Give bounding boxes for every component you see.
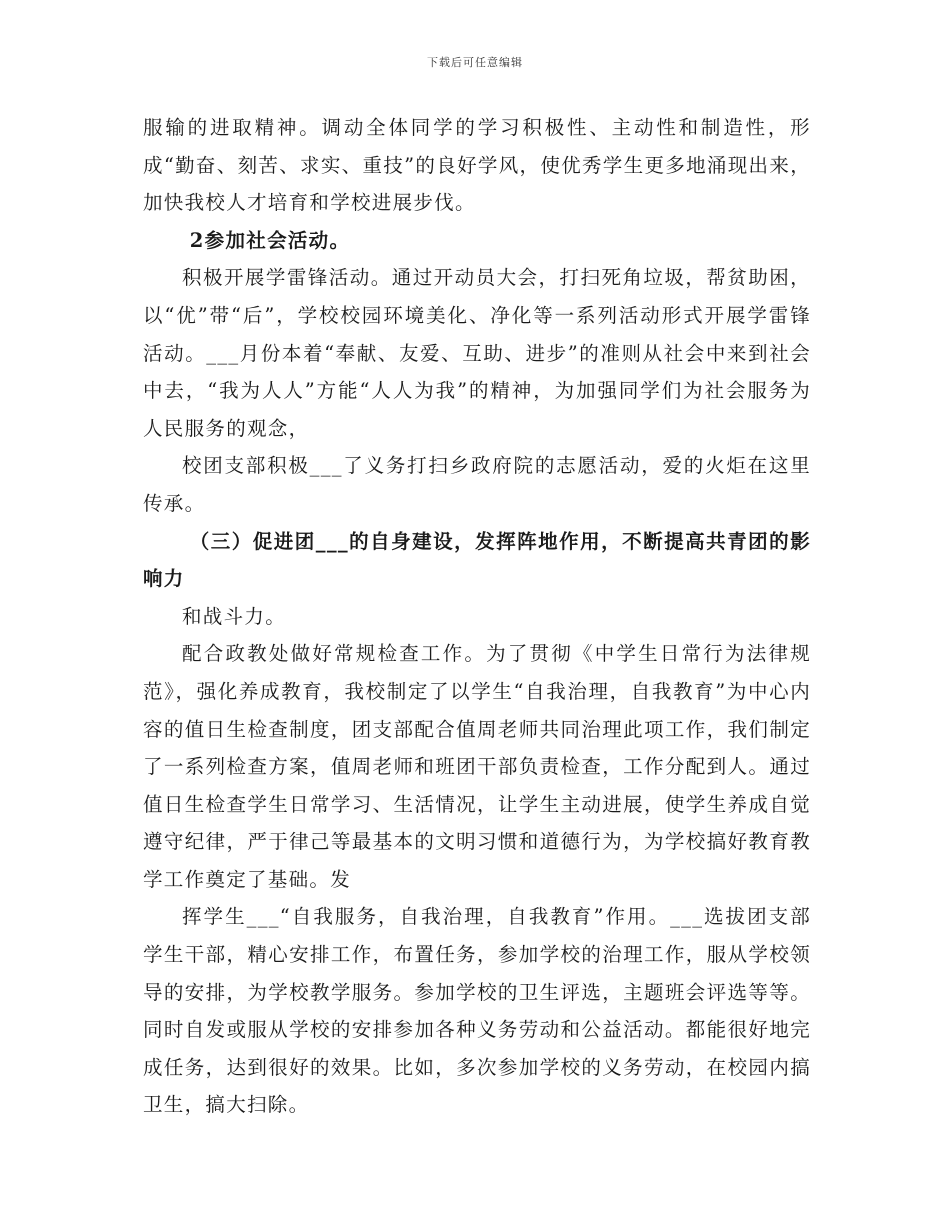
- page-header-note: 下载后可任意编辑: [427, 56, 523, 69]
- paragraph-student-role: 挥学生___“自我服务，自我治理，自我教育”作用。___选拔团支部学生干部，精心安排工作，布置任务，参加学校的治理工作，服从学校领导的安排，为学校教学服务。参加学校的卫生评选，主题班会评选等等。同时自发或服从学校的安排参加各种义务劳动和公益活动。都能很好地完成任务，达到很好的效果。比如，多次参加学校的义务劳动，在校园内搞卫生，搞大扫除。: [143, 905, 811, 1117]
- document-body: [143, 109, 811, 1124]
- paragraph-1: 服输的进取精神。调动全体同学的学习积极性、主动性和制造性，形成“勤奋、刻苦、求实、重技”的良好学风，使优秀学生更多地涌现出来，加快我校人才培育和学校进展步伐。: [143, 116, 811, 215]
- paragraph-volunteer: 校团支部积极___了义务打扫乡政府院的志愿活动，爱的火炬在这里传承。: [143, 454, 811, 515]
- paragraph-combat-power: 和战斗力。: [182, 604, 287, 628]
- section-heading-league-building: （三）促进团___的自身建设，发挥阵地作用，不断提高共青团的影响力: [143, 529, 811, 591]
- section-heading-social-activities: 2参加社会活动。: [189, 228, 351, 252]
- paragraph-lei-feng: 积极开展学雷锋活动。通过开动员大会，打扫死角垃圾，帮贫助困，以“优”带“后”，学校校园环境美化、净化等一系列活动形式开展学雷锋活动。___月份本着“奉献、友爱、互助、进步”的准则从社会中来到社会中去，“我为人人”方能“人人为我”的精神，为加强同学们为社会服务为人民服务的观念，: [143, 266, 811, 440]
- paragraph-routine-inspection: 配合政教处做好常规检查工作。为了贯彻《中学生日常行为法律规范》，强化养成教育，我校制定了以学生“自我治理，自我教育”为中心内容的值日生检查制度，团支部配合值周老师共同治理此项工作，我们制定了一系列检查方案，值周老师和班团干部负责检查，工作分配到人。通过值日生检查学生日常学习、生活情况，让学生主动进展，使学生养成自觉遵守纪律，严于律己等最基本的文明习惯和道德行为，为学校搞好教育教学工作奠定了基础。发: [143, 642, 811, 891]
